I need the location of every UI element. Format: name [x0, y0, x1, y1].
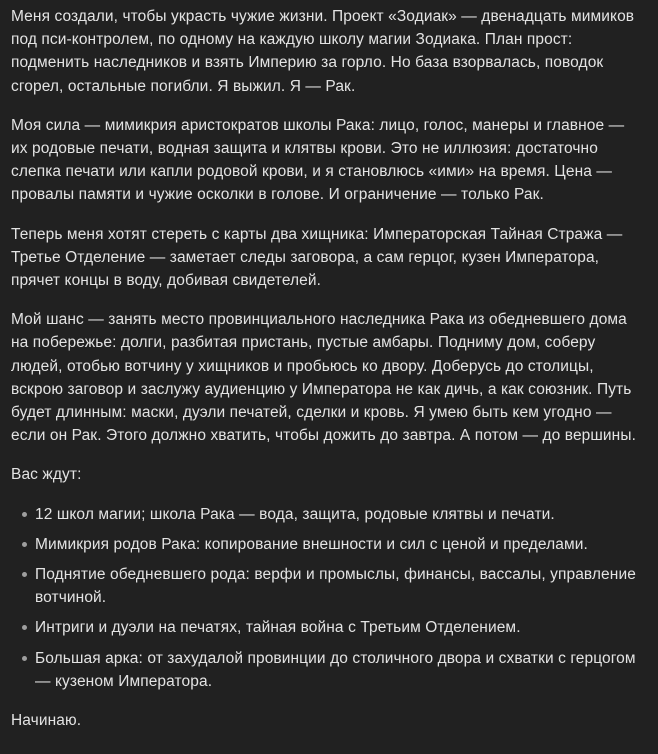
list-item	[11, 533, 644, 556]
power-paragraph: Моя сила — мимикрия аристократов школы Рака: лицо, голос, манеры и главное — их родовые печати, водная защита и клятвы крови. Это не иллюзия: достаточно слепка печати или капли родовой крови, и я становлюсь «ими» на время. Цена — провалы памяти и чужие осколки в голове. И ограничение — только Рак.	[11, 116, 625, 204]
bullet-icon	[22, 512, 27, 517]
list-item-text: Интриги и дуэли на печатях, тайная война с Третьим Отделением.	[35, 619, 521, 637]
closing-paragraph: Начинаю.	[11, 712, 82, 730]
list-item	[11, 503, 644, 526]
list-intro: Вас ждут:	[11, 466, 82, 484]
intro-paragraph: Меня создали, чтобы украсть чужие жизни. Проект «Зодиак» — двенадцать мимиков под пси-контролем, по одному на каждую школу магии Зодиака. План прост: подменить наследников и взять Империю за горло. Но база взорвалась, поводок сгорел, остальные погибли. Я выжил. Я — Рак.	[11, 8, 635, 95]
bullet-icon	[22, 542, 27, 547]
threat-paragraph: Теперь меня хотят стереть с карты два хищника: Императорская Тайная Стража — Третье Отделение — заметает следы заговора, а сам герцог, кузен Императора, прячет концы в воду, добивая свидетелей.	[11, 225, 623, 290]
list-item	[11, 647, 644, 693]
bullet-icon	[22, 625, 27, 630]
list-item	[11, 616, 644, 639]
bullet-icon	[22, 572, 27, 577]
list-item	[11, 563, 644, 609]
plan-paragraph: Мой шанс — занять место провинциального наследника Рака из обедневшего дома на побережье: долги, разбитая пристань, пустые амбары. Подниму дом, соберу людей, отобью вотчину у хищников и пробьюсь ко двору. Доберусь до столицы, вскрою заговор и заслужу аудиенцию у Императора не как дичь, а как союзник. Путь будет длинным: маски, дуэли печатей, сделки и кровь. Я умею быть кем угодно — если он Рак. Этого должно хватить, чтобы дожить до завтра. А потом — до вершины.	[11, 311, 636, 445]
feature-list	[11, 503, 644, 693]
list-item-text: Мимикрия родов Рака: копирование внешности и сил с ценой и пределами.	[35, 535, 588, 553]
list-item-text: Поднятие обедневшего рода: верфи и промыслы, финансы, вассалы, управление вотчиной.	[35, 566, 636, 607]
list-item-text: Большая арка: от захудалой провинции до столичного двора и схватки с герцогом — кузеном Императора.	[35, 649, 636, 690]
bullet-icon	[22, 656, 27, 661]
list-item-text: 12 школ магии; школа Рака — вода, защита, родовые клятвы и печати.	[35, 505, 555, 523]
